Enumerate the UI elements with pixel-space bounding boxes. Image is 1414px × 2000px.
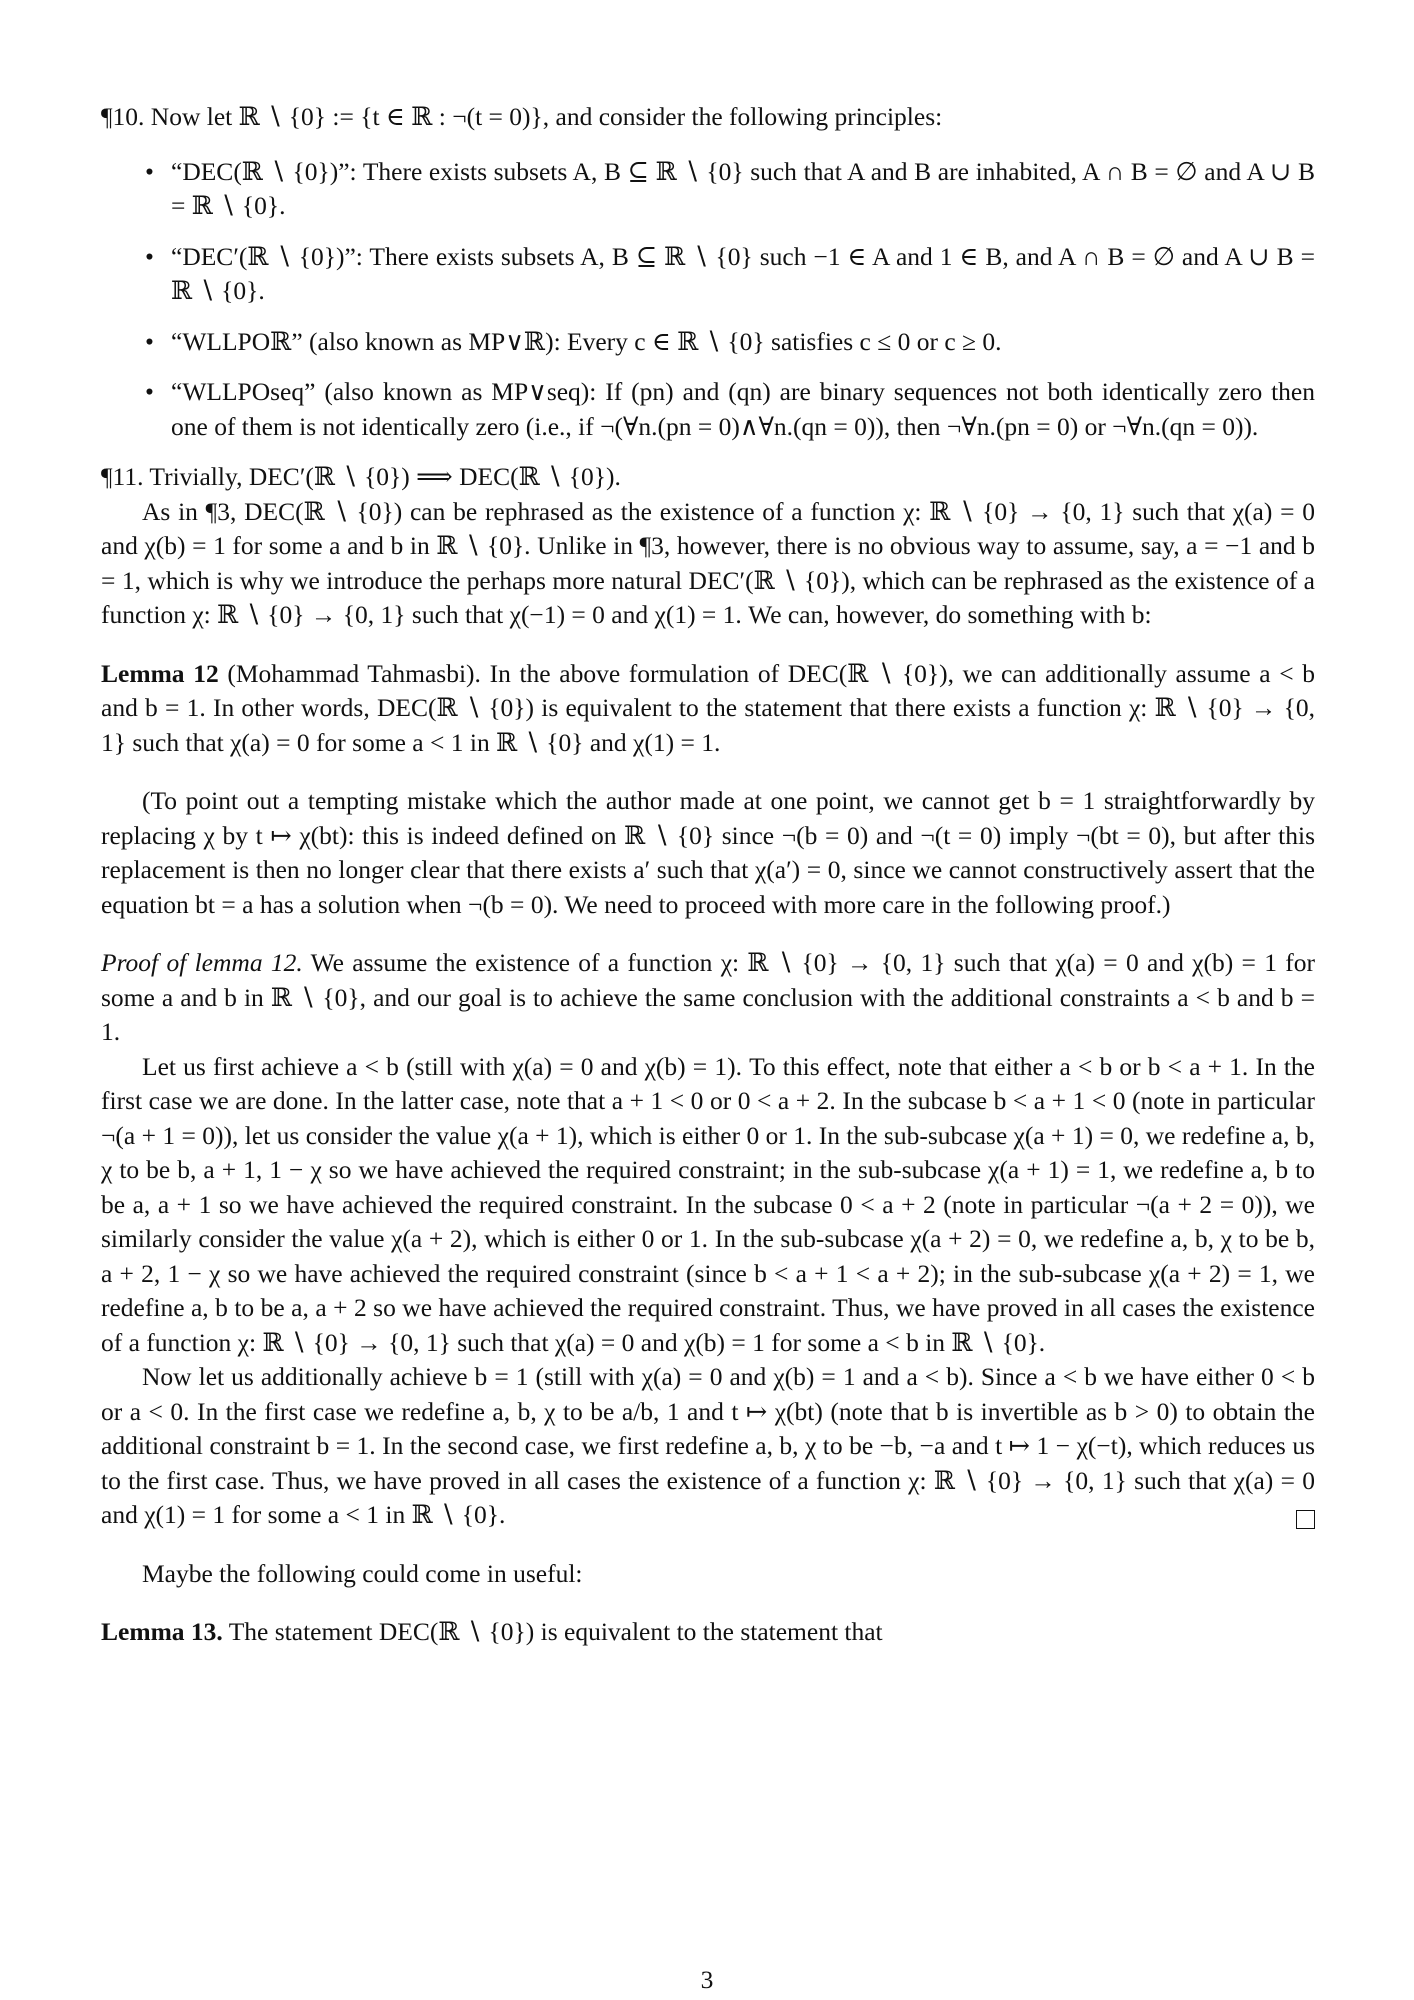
remark-paragraph: (To point out a tempting mistake which the author made at one point, we cannot get b = 1 straightforwardly by replacing χ by t ↦ χ(bt): this is indeed defined on ℝ ∖ {0} since ¬(b = 0) and ¬(t = 0) imply ¬(bt = 0), but after this replacement is then no longer clear that there exists a′ such that χ(a′) = 0, since we cannot constructively assert that the equation bt = a has a solution when ¬(b = 0). We need to proceed with more care in the following proof.): [101, 786, 1315, 919]
list-item: [101, 155, 1315, 224]
principle-wllpo-seq: “WLLPOseq” (also known as MP∨seq): If (pn) and (qn) are binary sequences not both identically zero then one of them is not identically zero (i.e., if ¬(∀n.(pn = 0)∧∀n.(qn = 0)), then ¬∀n.(pn = 0) or ¬∀n.(qn = 0)).: [171, 377, 1315, 441]
lemma-13: [101, 1615, 1315, 1650]
bullet-icon: •: [145, 326, 154, 356]
page-body: [101, 100, 1315, 1650]
bullet-icon: •: [145, 241, 154, 271]
closing-paragraph: Maybe the following could come in useful:: [142, 1558, 583, 1588]
proof-paragraph-1: [101, 946, 1315, 1050]
proof-heading: Proof of lemma 12.: [101, 948, 303, 977]
principle-wllpo-r: “WLLPOℝ” (also known as MP∨ℝ): Every c ∈ ℝ ∖ {0} satisfies c ≤ 0 or c ≥ 0.: [171, 326, 1002, 356]
lemma-13-heading: Lemma 13.: [101, 1617, 223, 1646]
bullet-icon: •: [145, 156, 154, 186]
paragraph-10-intro: ¶10. Now let ℝ ∖ {0} := {t ∈ ℝ : ¬(t = 0)}, and consider the following principles:: [101, 102, 943, 131]
principles-list: [101, 155, 1315, 445]
bullet-icon: •: [145, 377, 154, 406]
page-number: 3: [700, 1965, 714, 1994]
lemma-12-heading: Lemma 12: [101, 658, 219, 688]
proof-paragraph-3: [101, 1360, 1315, 1533]
qed-icon: [1296, 1510, 1315, 1529]
lemma-12: [101, 657, 1315, 761]
proof-text-3: Now let us additionally achieve b = 1 (still with χ(a) = 0 and χ(b) = 1 and a < b). Since a < b we have either 0 < b or a < 0. In the first case we redefine a, b, χ to be a/b, 1 and t ↦ χ(bt) (note that b is invertible as b > 0) to obtain the additional constraint b = 1. In the second case, we first redefine a, b, χ to be −b, −a and t ↦ 1 − χ(−t), which reduces us to the first case. Thus, we have proved in all cases the existence of a function χ: ℝ ∖ {0} → {0, 1} such that χ(a) = 0 and χ(1) = 1 for some a < 1 in ℝ ∖ {0}.: [101, 1362, 1315, 1529]
proof-text-1: We assume the existence of a function χ: ℝ ∖ {0} → {0, 1} such that χ(a) = 0 and χ(b) = 1 for some a and b in ℝ ∖ {0}, and our goal is to achieve the same conclusion with the additional constraints a < b and b = 1.: [101, 948, 1315, 1046]
lemma-13-text: The statement DEC(ℝ ∖ {0}) is equivalent to the statement that: [228, 1617, 883, 1646]
paragraph-11-first: ¶11. Trivially, DEC′(ℝ ∖ {0}) ⟹ DEC(ℝ ∖ {0}).: [101, 462, 621, 491]
list-item: [101, 325, 1315, 360]
lemma-12-text: (Mohammad Tahmasbi). In the above formulation of DEC(ℝ ∖ {0}), we can additionally assume a < b and b = 1. In other words, DEC(ℝ ∖ {0}) is equivalent to the statement that there exists a function χ: ℝ ∖ {0} → {0, 1} such that χ(a) = 0 for some a < 1 in ℝ ∖ {0} and χ(1) = 1.: [101, 658, 1316, 757]
proof-paragraph-2: Let us first achieve a < b (still with χ(a) = 0 and χ(b) = 1). To this effect, note that either a < b or b < a + 1. In the first case we are done. In the latter case, note that a + 1 < 0 or 0 < a + 2. In the subcase b < a + 1 < 0 (note in particular ¬(a + 1 = 0)), let us consider the value χ(a + 1), which is either 0 or 1. In the sub-subcase χ(a + 1) = 0, we redefine a, b, χ to be b, a + 1, 1 − χ so we have achieved the required constraint; in the sub-subcase χ(a + 1) = 1, we redefine a, b to be a, a + 1 so we have achieved the required constraint. In the subcase 0 < a + 2 (note in particular ¬(a + 2 = 0)), we similarly consider the value χ(a + 2), which is either 0 or 1. In the sub-subcase χ(a + 2) = 0, we redefine a, b, χ to be b, a + 2, 1 − χ so we have achieved the required constraint (since b < a + 1 < a + 2); in the sub-subcase χ(a + 2) = 1, we redefine a, b to be a, a + 2 so we have achieved the required constraint. Thus, we have proved in all cases the existence of a function χ: ℝ ∖ {0} → {0, 1} such that χ(a) = 0 and χ(b) = 1 for some a < b in ℝ ∖ {0}.: [101, 1051, 1315, 1357]
list-item: [101, 375, 1315, 444]
list-item: [101, 240, 1315, 309]
principle-dec: “DEC(ℝ ∖ {0})”: There exists subsets A, B ⊆ ℝ ∖ {0} such that A and B are inhabited, A ∩ B = ∅ and A ∪ B = ℝ ∖ {0}.: [171, 156, 1315, 220]
principle-dec-prime: “DEC′(ℝ ∖ {0})”: There exists subsets A, B ⊆ ℝ ∖ {0} such −1 ∈ A and 1 ∈ B, and A ∩ B = ∅ and A ∪ B = ℝ ∖ {0}.: [171, 241, 1315, 305]
paragraph-11-body: As in ¶3, DEC(ℝ ∖ {0}) can be rephrased as the existence of a function χ: ℝ ∖ {0} → {0, 1} such that χ(a) = 0 and χ(b) = 1 for some a and b in ℝ ∖ {0}. Unlike in ¶3, however, there is no obvious way to assume, say, a = −1 and b = 1, which is why we introduce the perhaps more natural DEC′(ℝ ∖ {0}), which can be rephrased as the existence of a function χ: ℝ ∖ {0} → {0, 1} such that χ(−1) = 0 and χ(1) = 1. We can, however, do something with b:: [101, 496, 1315, 629]
